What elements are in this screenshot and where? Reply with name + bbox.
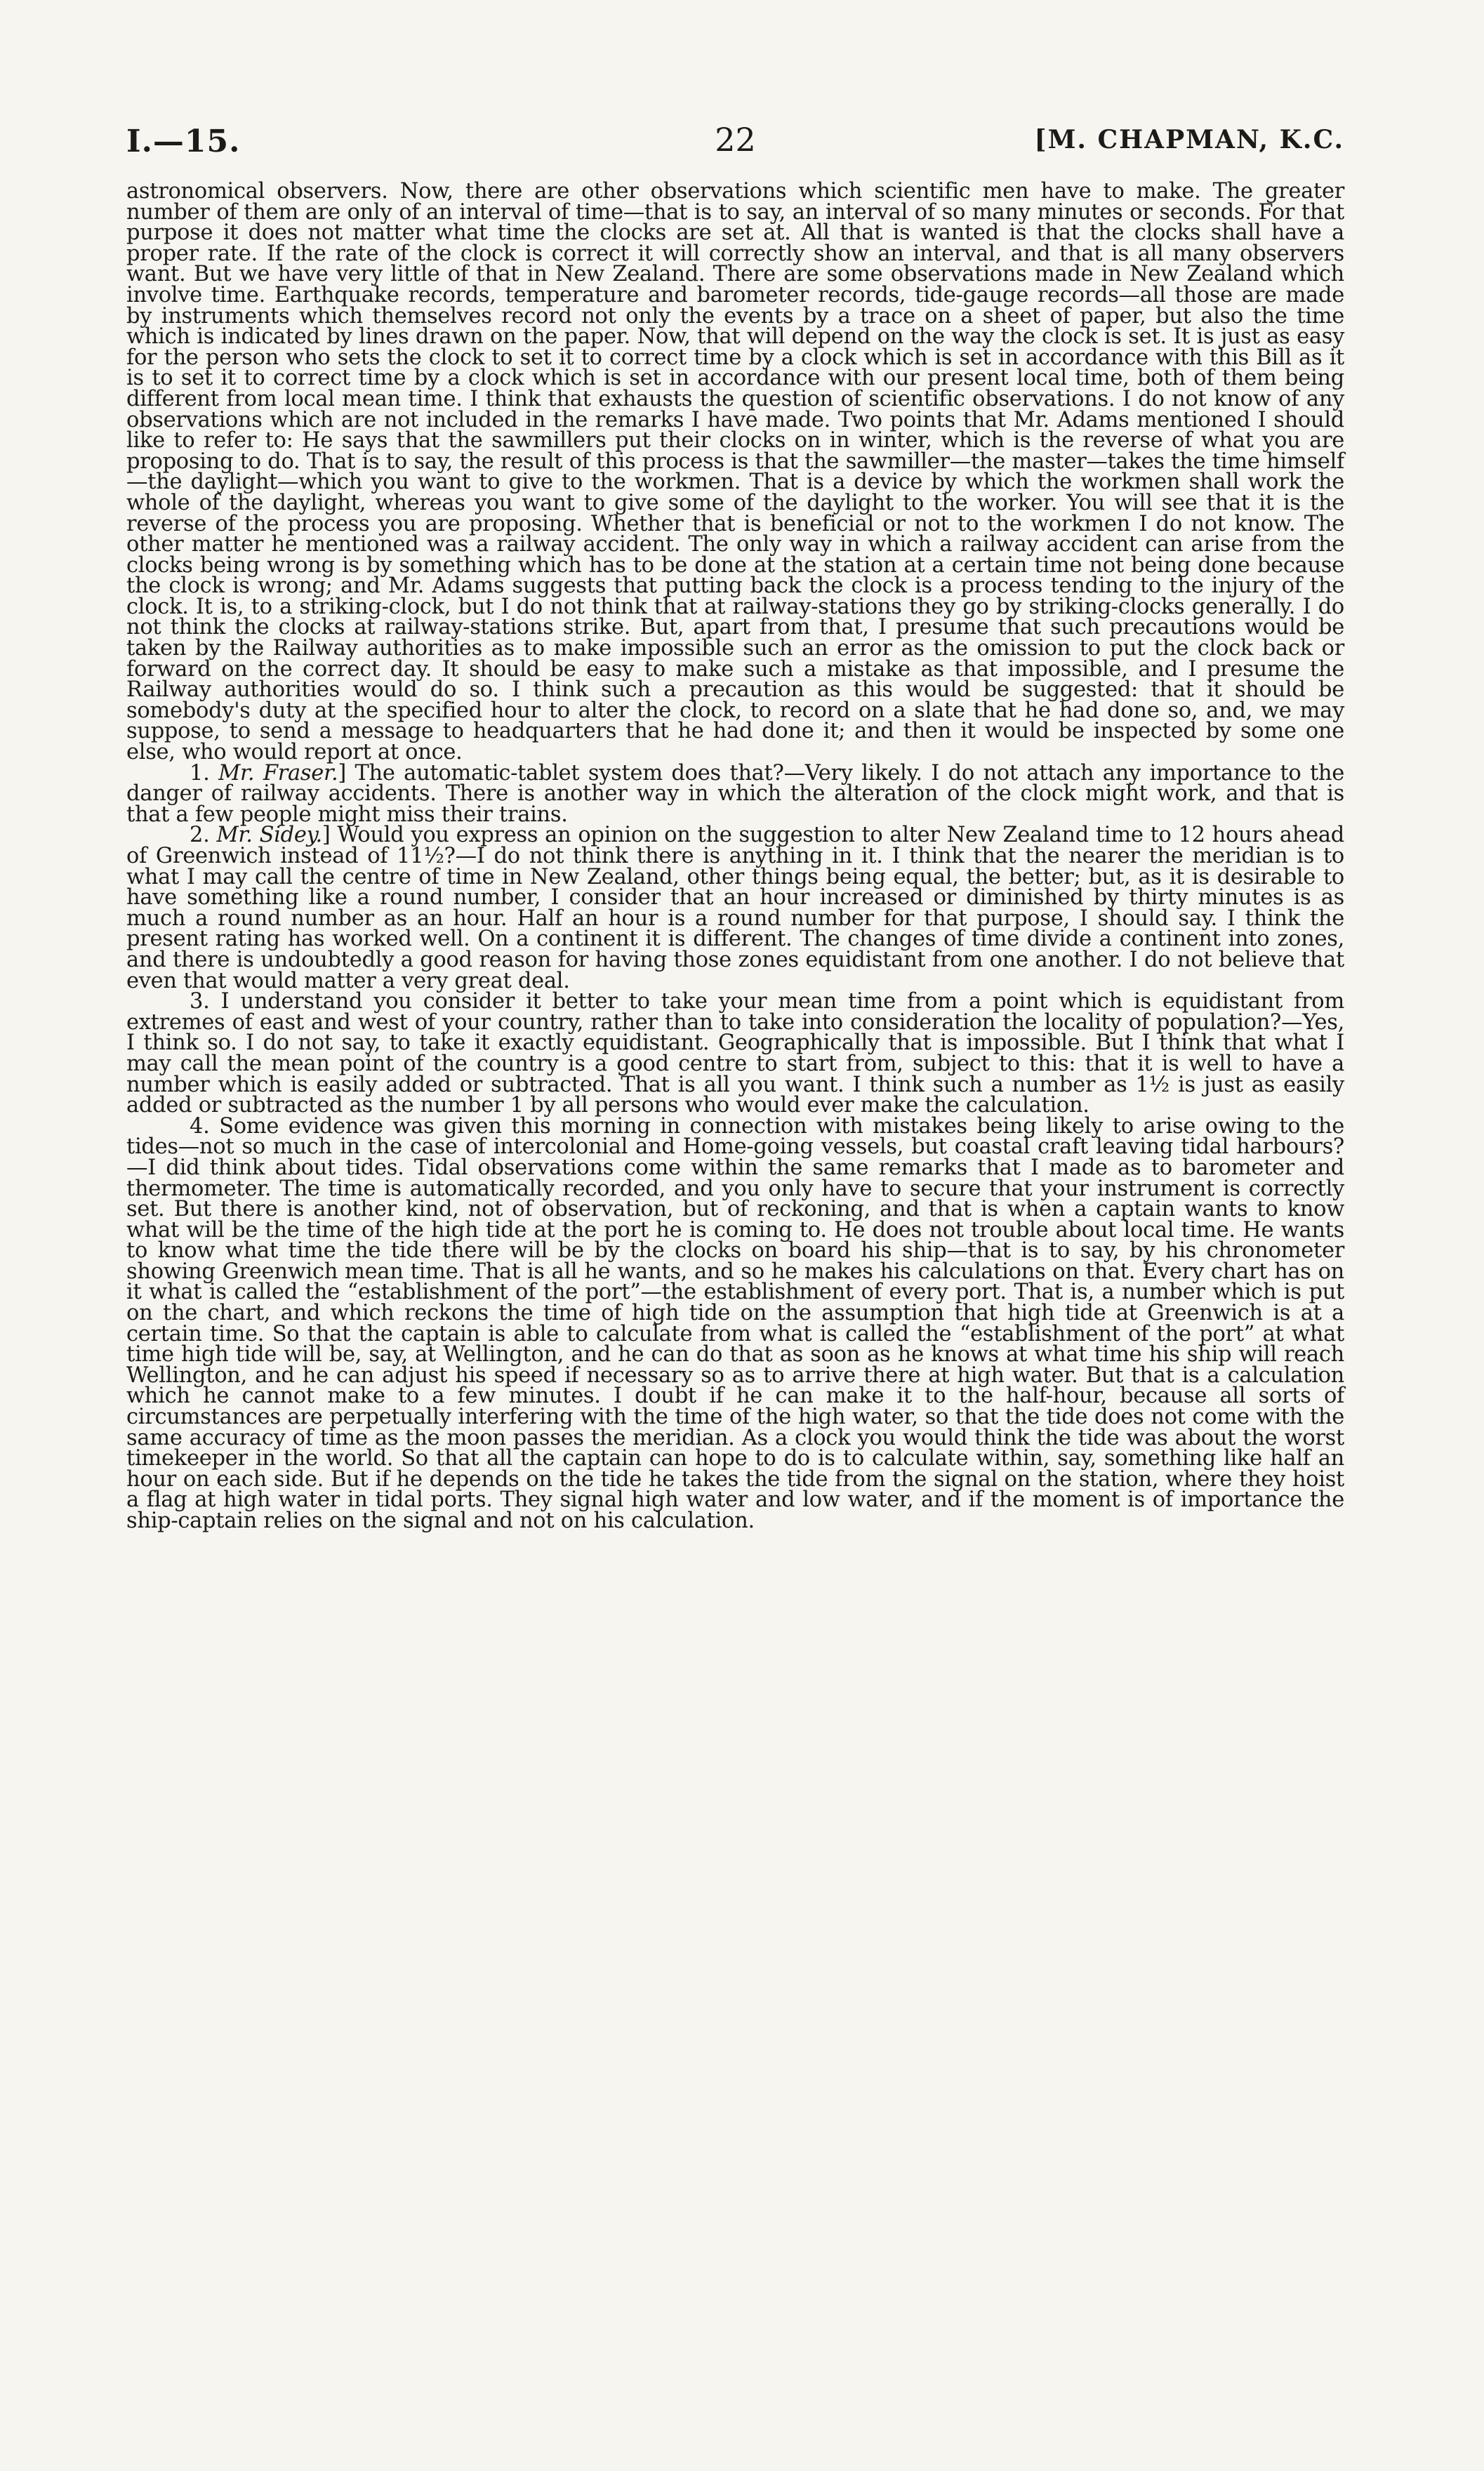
speaker-name: Mr. Sidey.	[216, 823, 322, 848]
witness-name: [M. CHAPMAN, K.C.	[1034, 125, 1344, 154]
paragraph-question-1	[126, 760, 1344, 827]
speaker-name: Mr. Fraser.	[218, 760, 338, 786]
question-number: 2.	[190, 823, 210, 848]
paragraph-question-4	[126, 1113, 1344, 1533]
paragraph-continuation	[126, 181, 1344, 763]
question-number: 4.	[190, 1113, 210, 1139]
question-number: 3.	[190, 989, 210, 1014]
page-header	[126, 112, 1344, 161]
paragraph-question-3	[126, 991, 1344, 1116]
paragraph-text: ] The automatic-tablet system does that?—Very likely. I do not attach any importance to the danger of railway accidents. There is another way in which the alteration of the clock might work, and that is that a few people might miss their trains.	[126, 760, 1344, 827]
paragraph-text: astronomical observers. Now, there are other observations which scientific men have to make. The greater number of them are only of an interval of time—that is to say, an interval of so many minutes or seconds. For that purpose it does not matter what time the clocks are set at. All that is wanted is that the clocks shall have a proper rate. If the rate of the clock is correct it will correctly show an interval, and that is all many observers want. But we have very little of that in New Zealand. There are some observations made in New Zealand which involve time. Earthquake records, temperature and barometer records, tide-gauge records—all those are made by instruments which themselves record not only the events by a trace on a sheet of paper, but also the time which is indicated by lines drawn on the paper. Now, that will depend on the way the clock is set. It is just as easy for the person who sets the clock to set it to correct time by a clock which is set in accordance with this Bill as it is to set it to correct time by a clock which is set in accordance with our present local time, both of them being different from local mean time. I think that exhausts the question of scientific observations. I do not know of any observations which are not included in the remarks I have made. Two points that Mr. Adams mentioned I should like to refer to: He says that the sawmillers put their clocks on in winter, which is the reverse of what you are proposing to do. That is to say, the result of this process is that the sawmiller—the master—takes the time himself—the daylight—which you want to give to the workmen. That is a device by which the workmen shall work the whole of the daylight, whereas you want to give some of the daylight to the worker. You will see that it is the reverse of the process you are proposing. Whether that is beneficial or not to the workmen I do not know. The other matter he mentioned was a railway accident. The only way in which a railway accident can arise from the clocks being wrong is by something which has to be done at the station at a certain time not being done because the clock is wrong; and Mr. Adams suggests that putting back the clock is a process tending to the injury of the clock. It is, to a striking-clock, but I do not think that at railway-stations they go by striking-clocks generally. I do not think the clocks at railway-stations strike. But, apart from that, I presume that such precautions would be taken by the Railway authorities as to make impossible such an error as the omission to put the clock back or forward on the correct day. It should be easy to make such a mistake as that impossible, and I presume the Railway authorities would do so. I think such a precaution as this would be suggested: that it should be somebody's duty at the specified hour to alter the clock, to record on a slate that he had done so, and, we may suppose, to send a message to headquarters that he had done it; and then it would be inspected by some one else, who would report at once.	[126, 179, 1344, 765]
paper-reference: I.—15.	[126, 124, 241, 159]
question-number: 1.	[190, 760, 210, 786]
page-number: 22	[715, 121, 756, 159]
document-page	[126, 112, 1344, 1532]
paragraph-question-2	[126, 825, 1344, 991]
paragraph-text: ] Would you express an opinion on the suggestion to alter New Zealand time to 12 hours ahead of Greenwich instead of 11½?—I do not think there is anything in it. I think that the nearer the meridian is to what I may call the centre of time in New Zealand, other things being equal, the better; but, as it is desirable to have something like a round number, I consider that an hour increased or diminished by thirty minutes is as much a round number as an hour. Half an hour is a round number for that purpose, I should say. I think the present rating has worked well. On a continent it is different. The changes of time divide a continent into zones, and there is undoubtedly a good reason for having those zones equidistant from one another. I do not believe that even that would matter a very great deal.	[126, 823, 1344, 993]
paragraph-text: I understand you consider it better to take your mean time from a point which is equidistant from extremes of east and west of your country, rather than to take into consideration the locality of population?—Yes, I think so. I do not say, to take it exactly equidistant. Geographically that is impossible. But I think that what I may call the mean point of the country is a good centre to start from, subject to this: that it is well to have a number which is easily added or subtracted. That is all you want. I think such a number as 1½ is just as easily added or subtracted as the number 1 by all persons who would ever make the calculation.	[126, 989, 1344, 1118]
paragraph-text: Some evidence was given this morning in connection with mistakes being likely to arise owing to the tides—not so much in the case of intercolonial and Home-going vessels, but coastal craft leaving tidal harbours?—I did think about tides. Tidal observations come within the same remarks that I made as to barometer and thermometer. The time is automatically recorded, and you only have to secure that your instrument is correctly set. But there is another kind, not of observation, but of reckoning, and that is when a captain wants to know what will be the time of the high tide at the port he is coming to. He does not trouble about local time. He wants to know what time the tide there will be by the clocks on board his ship—that is to say, by his chronometer showing Greenwich mean time. That is all he wants, and so he makes his calculations on that. Every chart has on it what is called the “establishment of the port”—the establishment of every port. That is, a number which is put on the chart, and which reckons the time of high tide on the assumption that high tide at Greenwich is at a certain time. So that the captain is able to calculate from what is called the “establishment of the port” at what time high tide will be, say, at Wellington, and he can do that as soon as he knows at what time his ship will reach Wellington, and he can adjust his speed if necessary so as to arrive there at high water. But that is a calculation which he cannot make to a few minutes. I doubt if he can make it to the half-hour, because all sorts of circumstances are perpetually interfering with the time of the high water, so that the tide does not come with the same accuracy of time as the moon passes the meridian. As a clock you would think the tide was about the worst timekeeper in the world. So that all the captain can hope to do is to calculate within, say, something like half an hour on each side. But if he depends on the tide he takes the tide from the signal on the station, where they hoist a flag at high water in tidal ports. They signal high water and low water, and if the moment is of importance the ship-captain relies on the signal and not on his calculation.	[126, 1113, 1344, 1533]
body-text	[126, 181, 1344, 1532]
